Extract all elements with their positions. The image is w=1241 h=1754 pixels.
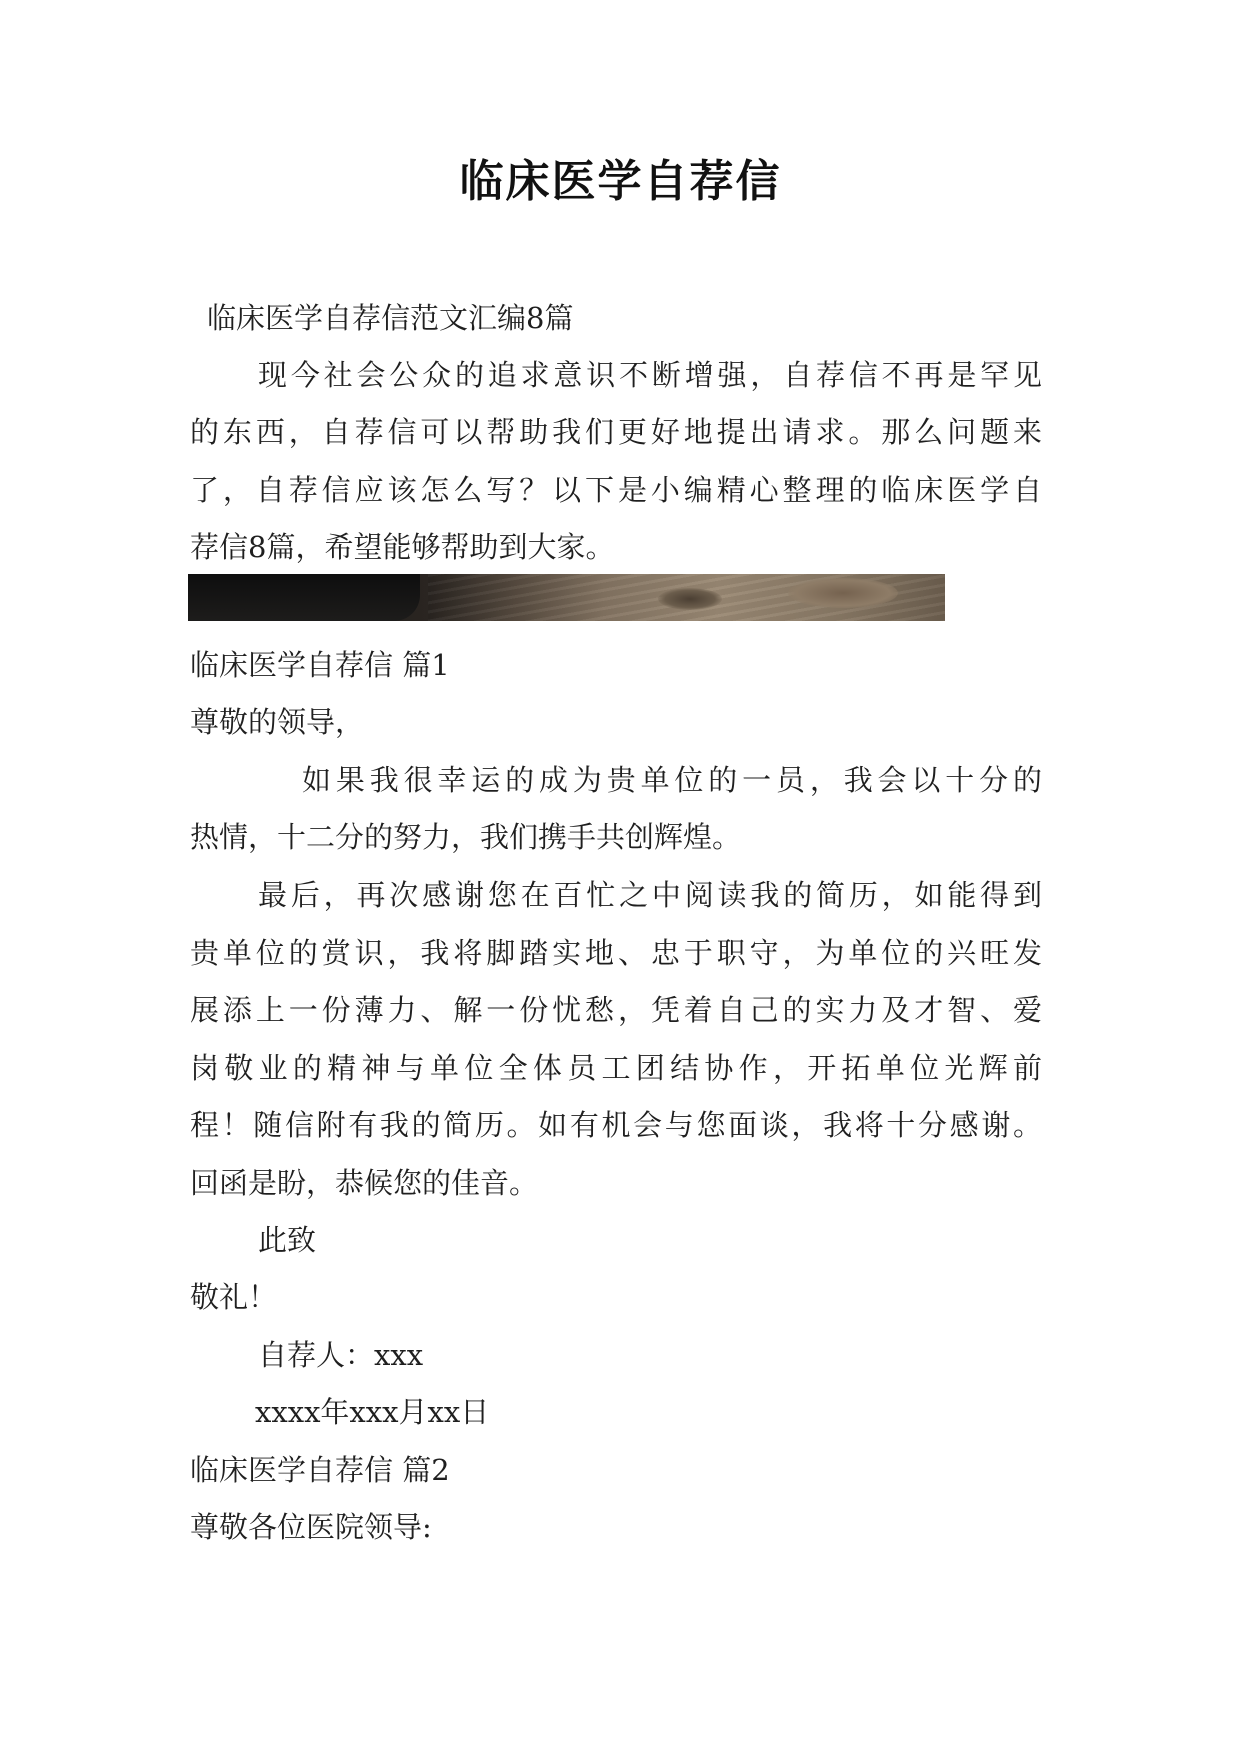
section1-para2-line-6: 回函是盼，恭候您的佳音。 (190, 1166, 539, 1200)
section1-closing-cizhi: 此致 (258, 1223, 317, 1257)
document-subtitle: 临床医学自荐信范文汇编8篇 (207, 301, 574, 335)
intro-line-4: 荐信8篇，希望能够帮助到大家。 (190, 530, 615, 564)
banner-wood-knot (658, 588, 722, 610)
section1-para2-line-4: 岗敬业的精神与单位全体员工团结协作，开拓单位光辉前 (190, 1051, 1042, 1085)
intro-line-1: 现今社会公众的追求意识不断增强，自荐信不再是罕见 (258, 358, 1042, 392)
document-title: 临床医学自荐信 (459, 156, 782, 207)
section1-para2-line-3: 展添上一份薄力、解一份忧愁，凭着自己的实力及才智、爱 (190, 993, 1042, 1027)
section1-heading: 临床医学自荐信 篇1 (190, 648, 450, 682)
section2-salutation: 尊敬各位医院领导: (190, 1510, 432, 1544)
banner-wood-knot (788, 578, 898, 608)
section1-para2-line-1: 最后，再次感谢您在百忙之中阅读我的简历，如能得到 (258, 878, 1042, 912)
section1-date: xxxx年xxx月xx日 (255, 1395, 490, 1429)
section1-closing-jingli: 敬礼！ (190, 1280, 278, 1314)
intro-line-2: 的东西，自荐信可以帮助我们更好地提出请求。那么问题来 (190, 415, 1042, 449)
banner-device-shape (188, 574, 420, 621)
section2-heading: 临床医学自荐信 篇2 (190, 1453, 450, 1487)
section1-para1-line-1: 如果我很幸运的成为贵单位的一员，我会以十分的 (302, 763, 1042, 797)
banner-image (188, 574, 945, 621)
section1-salutation: 尊敬的领导， (190, 705, 365, 739)
section1-para1-line-2: 热情，十二分的努力，我们携手共创辉煌。 (190, 820, 742, 854)
section1-para2-line-2: 贵单位的赏识，我将脚踏实地、忠于职守，为单位的兴旺发 (190, 936, 1042, 970)
section1-signer: 自荐人：xxx (258, 1338, 424, 1372)
intro-line-3: 了，自荐信应该怎么写？以下是小编精心整理的临床医学自 (190, 473, 1042, 507)
section1-para2-line-5: 程！随信附有我的简历。如有机会与您面谈，我将十分感谢。 (190, 1108, 1042, 1142)
